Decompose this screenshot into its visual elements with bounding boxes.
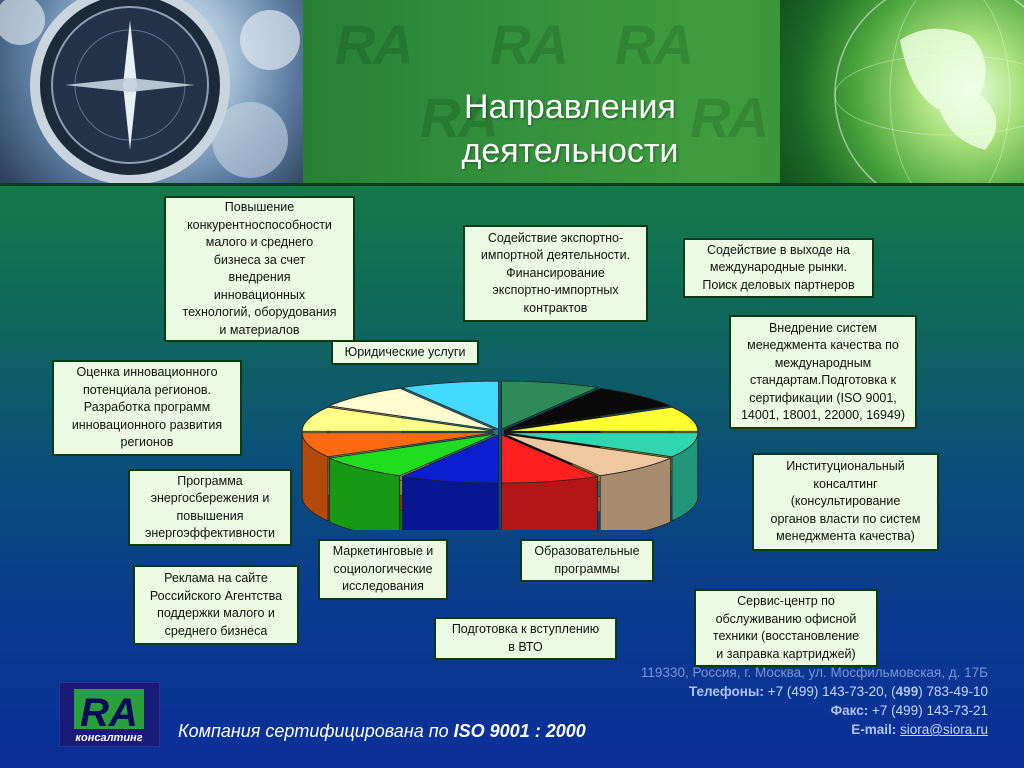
email-link[interactable]: siora@siora.ru (900, 722, 988, 737)
phones-value: +7 (499) 143-73-20, ( (767, 684, 896, 699)
watermark-1: RA (335, 13, 412, 76)
certification-footer (178, 721, 586, 742)
fax-label: Факс: (830, 703, 869, 718)
box-competitiveness: Повышение конкурентноспособности малого и среднего бизнеса за счет внедрения инновационных технологий, оборудования и материалов (164, 196, 355, 342)
box-international-markets: Содействие в выходе на международные рынки. Поиск деловых партнеров (683, 238, 874, 298)
contact-info (641, 663, 988, 739)
header-divider (0, 183, 1024, 186)
email-label: E-mail: (851, 722, 897, 737)
contact-address: 119330, Россия, г. Москва, ул. Мосфильмовская, д. 17Б (640, 665, 988, 680)
box-export: Содействие экспортно- импортной деятельности. Финансирование экспортно-импортных контрактов (463, 225, 648, 322)
logo-letters: RA (80, 691, 138, 735)
certification-iso: ISO 9001 : 2000 (453, 721, 586, 741)
compass-icon (0, 0, 303, 183)
watermark-5: RA (690, 86, 767, 149)
box-advertising: Реклама на сайте Российского Агентства поддержки малого и среднего бизнеса (133, 565, 299, 645)
contact-email (641, 720, 988, 739)
page-title-line-1: Направления (464, 88, 676, 126)
globe-image (780, 0, 1024, 183)
box-innovation-assessment: Оценка инновационного потенциала регионов. Разработка программ инновационного развития регионов (52, 360, 242, 456)
pie-slice-side (402, 476, 498, 530)
ra-logo-icon (60, 683, 159, 746)
phones-bold: 499 (895, 684, 919, 699)
box-wto-preparation: Подготовка к вступлению в ВТО (434, 617, 617, 660)
watermark-4: RA (420, 86, 497, 149)
phones-label: Телефоны: (688, 684, 764, 699)
phones-tail: ) 783-49-10 (918, 684, 988, 699)
fax-value: +7 (499) 143-73-21 (872, 703, 988, 718)
box-legal-services: Юридические услуги (331, 340, 479, 365)
box-education-programs: Образовательные программы (520, 539, 654, 582)
box-institutional-consulting: Институциональный консалтинг (консультирование органов власти по систем менеджмента качества) (752, 453, 939, 551)
contact-phones (641, 682, 988, 701)
box-service-center: Сервис-центр по обслуживанию офисной техники (восстановление и заправка картриджей) (694, 589, 878, 667)
box-marketing-research: Маркетинговые и социологические исследования (318, 539, 448, 600)
box-energy-saving: Программа энергосбережения и повышения энергоэффективности (128, 469, 292, 546)
compass-image (0, 0, 303, 183)
pie-slice-side (502, 476, 598, 530)
watermark-2: RA (490, 13, 567, 76)
company-logo (59, 682, 160, 747)
page-title-line-2: деятельности (461, 132, 679, 170)
watermark-3: RA (615, 13, 692, 76)
page-title (420, 85, 720, 173)
box-quality-management: Внедрение систем менеджмента качества по международным стандартам.Подготовка к сертификации (ISO 9001, 14001, 18001, 22000, 16949) (729, 315, 917, 429)
globe-icon (780, 0, 1024, 183)
logo-text: консалтинг (75, 732, 143, 744)
certification-text: Компания сертифицирована по (178, 721, 454, 741)
contact-fax (641, 701, 988, 720)
activity-pie-diagram (300, 370, 700, 530)
header-banner (0, 0, 1024, 185)
